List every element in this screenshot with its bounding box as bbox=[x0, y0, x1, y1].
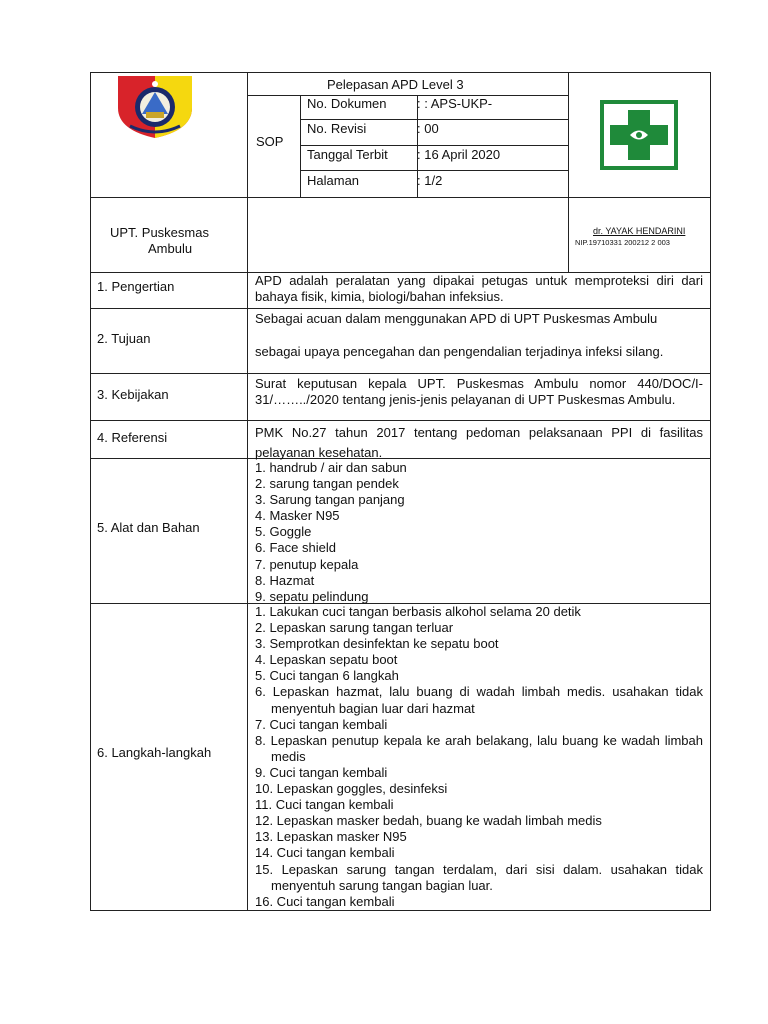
pengertian-text: APD adalah peralatan yang dipakai petugas untuk memproteksi diri dari bahaya fisik, kimia, biologi/bahan infeksius. bbox=[255, 273, 703, 304]
list-item: 2. sarung tangan pendek bbox=[255, 476, 399, 492]
list-item: 1. Lakukan cuci tangan berbasis alkohol selama 20 detik bbox=[255, 604, 581, 619]
list-item: 8. Lepaskan penutup kepala ke arah belakang, lalu buang ke wadah limbah medis bbox=[255, 732, 703, 764]
list-item: 3. Semprotkan desinfektan ke sepatu boot bbox=[255, 636, 499, 652]
list-item: 5. Cuci tangan 6 langkah bbox=[255, 668, 399, 684]
alat-list bbox=[255, 460, 703, 605]
section-label-referensi: 4. Referensi bbox=[97, 430, 168, 445]
signer-nip: NIP.19710331 200212 2 003 bbox=[575, 238, 670, 247]
signer-name: dr. YAYAK HENDARINI bbox=[593, 226, 686, 236]
tujuan-text-1: Sebagai acuan dalam menggunakan APD di UPT Puskesmas Ambulu bbox=[255, 311, 658, 326]
document-title: Pelepasan APD Level 3 bbox=[327, 77, 464, 92]
revision-value: : 00 bbox=[417, 121, 439, 136]
section-label-tujuan: 2. Tujuan bbox=[97, 331, 151, 346]
tujuan-text-2: sebagai upaya pencegahan dan pengendalian terjadinya infeksi silang. bbox=[255, 344, 664, 359]
list-item: 16. Cuci tangan kembali bbox=[255, 893, 395, 909]
list-item: 1. handrub / air dan sabun bbox=[255, 460, 407, 475]
sop-label: SOP bbox=[256, 134, 284, 149]
puskesmas-cross-logo bbox=[600, 100, 678, 170]
list-item: 9. sepatu pelindung bbox=[255, 588, 369, 604]
list-item: 10. Lepaskan goggles, desinfeksi bbox=[255, 781, 448, 797]
issue-date-value: : 16 April 2020 bbox=[417, 147, 501, 162]
list-item: 9. Cuci tangan kembali bbox=[255, 764, 388, 780]
list-item: 6. Face shield bbox=[255, 540, 336, 556]
list-item: 11. Cuci tangan kembali bbox=[255, 797, 394, 813]
section-label-alat: 5. Alat dan Bahan bbox=[97, 520, 200, 535]
revision-label: No. Revisi bbox=[307, 121, 367, 136]
referensi-text: PMK No.27 tahun 2017 tentang pedoman pelaksanaan PPI di fasilitas pelayanan kesehatan. bbox=[255, 425, 703, 460]
langkah-list bbox=[255, 604, 703, 910]
list-item: 7. penutup kepala bbox=[255, 556, 359, 572]
section-label-langkah: 6. Langkah-langkah bbox=[97, 745, 212, 760]
page-value: : 1/2 bbox=[417, 173, 443, 188]
doc-number-value: : : APS-UKP- bbox=[417, 96, 493, 111]
list-item: 7. Cuci tangan kembali bbox=[255, 716, 388, 732]
list-item: 2. Lepaskan sarung tangan terluar bbox=[255, 620, 454, 636]
list-item: 4. Masker N95 bbox=[255, 508, 340, 524]
list-item: 6. Lepaskan hazmat, lalu buang di wadah limbah medis. usahakan tidak menyentuh bagian luar dari hazmat bbox=[255, 684, 703, 716]
list-item: 13. Lepaskan masker N95 bbox=[255, 829, 407, 845]
list-item: 15. Lepaskan sarung tangan terdalam, dari sisi dalam. usahakan tidak menyentuh sarung tangan bagian luar. bbox=[255, 861, 703, 893]
org-name-line2: Ambulu bbox=[148, 241, 193, 256]
list-item: 12. Lepaskan masker bedah, buang ke wadah limbah medis bbox=[255, 813, 602, 829]
section-label-pengertian: 1. Pengertian bbox=[97, 279, 175, 294]
list-item: 4. Lepaskan sepatu boot bbox=[255, 652, 398, 668]
doc-number-label: No. Dokumen bbox=[307, 96, 387, 111]
kebijakan-text: Surat keputusan kepala UPT. Puskesmas Ambulu nomor 440/DOC/I-31/……../2020 tentang jenis-jenis pelayanan di UPT Puskesmas Ambulu. bbox=[255, 376, 703, 407]
list-item: 8. Hazmat bbox=[255, 572, 315, 588]
regency-emblem-logo bbox=[110, 74, 200, 140]
list-item: 14. Cuci tangan kembali bbox=[255, 845, 395, 861]
section-label-kebijakan: 3. Kebijakan bbox=[97, 387, 169, 402]
issue-date-label: Tanggal Terbit bbox=[307, 147, 388, 162]
list-item: 3. Sarung tangan panjang bbox=[255, 492, 405, 508]
page-label: Halaman bbox=[307, 173, 360, 188]
org-name-line1: UPT. Puskesmas bbox=[110, 225, 209, 240]
list-item: 5. Goggle bbox=[255, 524, 312, 540]
